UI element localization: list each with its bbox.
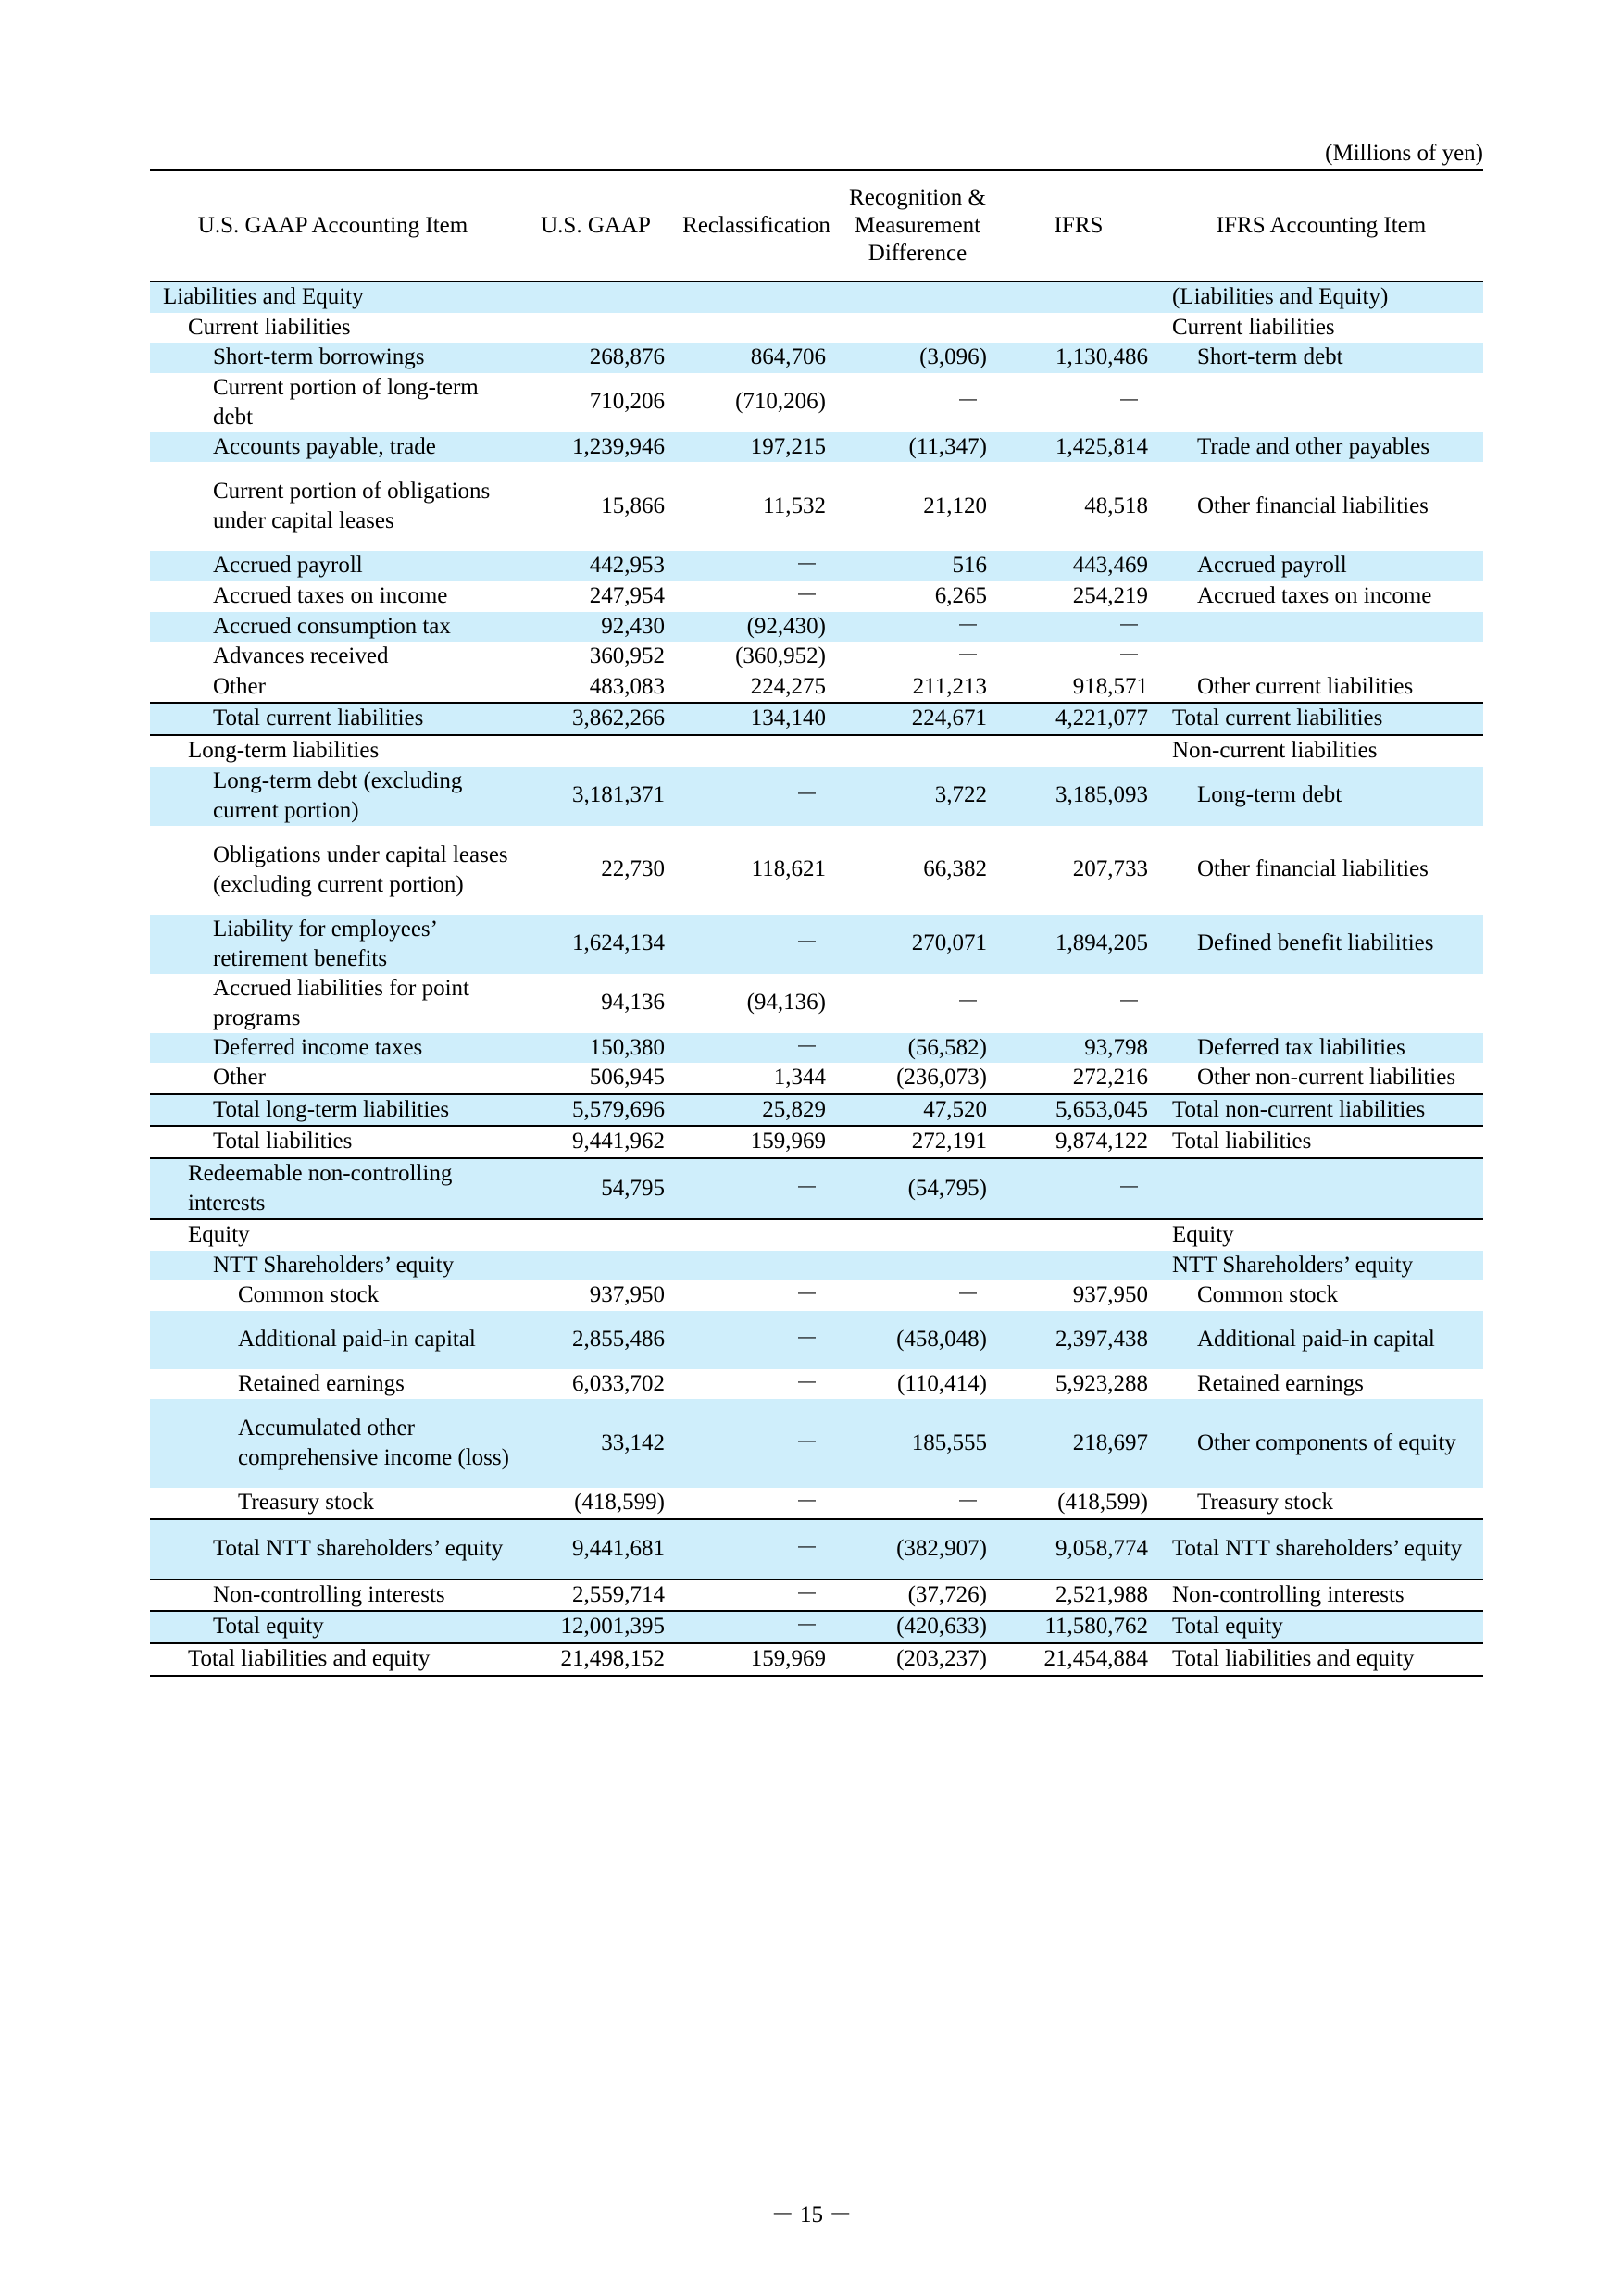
- us-gaap-value: 33,142: [516, 1399, 676, 1488]
- recognition-value: －: [955, 1282, 980, 1308]
- ifrs-item-label: Current liabilities: [1172, 314, 1335, 340]
- ifrs-value: －: [998, 1158, 1159, 1219]
- ifrs-item-label: Equity: [1172, 1221, 1234, 1247]
- us-gaap-item-label: Treasury stock: [150, 1488, 516, 1519]
- reclassification-value: 197,215: [676, 432, 837, 463]
- ifrs-item-label: Trade and other payables: [1159, 432, 1483, 463]
- recognition-value: (11,347): [837, 432, 998, 463]
- us-gaap-item-label: Current portion of long-term debt: [213, 374, 479, 430]
- us-gaap-value: 247,954: [589, 582, 665, 608]
- ifrs-item-label: Total equity: [1159, 1611, 1483, 1643]
- reclassification-value: －: [676, 551, 837, 581]
- reclassification-value: (92,430): [676, 612, 837, 643]
- ifrs-value: －: [1117, 990, 1141, 1016]
- header-ifrs-item: IFRS Accounting Item: [1216, 213, 1427, 238]
- table-header-row: [150, 170, 1483, 281]
- recognition-value: (37,726): [837, 1579, 998, 1612]
- us-gaap-item-label: Current liabilities: [188, 314, 351, 340]
- recognition-value: [837, 281, 998, 313]
- ifrs-item-label: Other current liabilities: [1197, 673, 1414, 699]
- us-gaap-item-label: Total current liabilities: [150, 703, 516, 735]
- us-gaap-item-label: Advances received: [213, 643, 389, 669]
- us-gaap-value: 6,033,702: [572, 1370, 665, 1396]
- us-gaap-value: 22,730: [601, 856, 665, 882]
- table-row: [150, 1033, 1483, 1064]
- ifrs-value: [998, 735, 1159, 767]
- us-gaap-value: [516, 735, 676, 767]
- us-gaap-item-label: Liabilities and Equity: [150, 281, 516, 313]
- us-gaap-value: 3,862,266: [516, 703, 676, 735]
- table-row: [150, 1643, 1483, 1676]
- recognition-value: [837, 313, 998, 343]
- us-gaap-item-label: Current portion of obligations under capital leases: [213, 479, 491, 534]
- us-gaap-value: 54,795: [516, 1158, 676, 1219]
- ifrs-item-label: Additional paid-in capital: [1159, 1311, 1483, 1369]
- us-gaap-item-label: Deferred income taxes: [150, 1033, 516, 1064]
- recognition-value: 516: [837, 551, 998, 581]
- table-row: [150, 1399, 1483, 1488]
- table-row: [150, 1519, 1483, 1579]
- ifrs-item-label: Retained earnings: [1197, 1370, 1364, 1396]
- table-row: [150, 1219, 1483, 1251]
- ifrs-item-label: Total liabilities and equity: [1159, 1643, 1483, 1676]
- us-gaap-value: 15,866: [601, 493, 665, 519]
- us-gaap-item-label: Equity: [188, 1221, 250, 1247]
- ifrs-item-label: [1159, 974, 1483, 1033]
- table-row: [150, 642, 1483, 672]
- ifrs-value: 5,923,288: [1055, 1370, 1148, 1396]
- recognition-value: (54,795): [837, 1158, 998, 1219]
- us-gaap-item-label: Redeemable non-controlling interests: [150, 1158, 516, 1219]
- table-row: [150, 462, 1483, 551]
- ifrs-item-label: Treasury stock: [1159, 1488, 1483, 1519]
- ifrs-value: 4,221,077: [998, 703, 1159, 735]
- us-gaap-item-label: Total long-term liabilities: [150, 1094, 516, 1127]
- table-row: [150, 767, 1483, 826]
- us-gaap-value: 150,380: [516, 1033, 676, 1064]
- ifrs-value: 272,216: [1072, 1065, 1148, 1091]
- recognition-value: －: [955, 389, 980, 415]
- reclassification-value: 11,532: [763, 493, 826, 519]
- reclassification-value: －: [676, 767, 837, 826]
- reclassification-value: (710,206): [735, 389, 826, 415]
- us-gaap-value: 483,083: [589, 673, 665, 699]
- recognition-value: －: [837, 1488, 998, 1519]
- us-gaap-item-label: Accrued liabilities for point programs: [213, 975, 470, 1030]
- recognition-value: 6,265: [934, 582, 987, 608]
- reclassification-value: (360,952): [735, 643, 826, 669]
- table-body: [150, 281, 1483, 1676]
- table-row: [150, 1094, 1483, 1127]
- reclassification-value: [676, 281, 837, 313]
- us-gaap-value: 2,855,486: [516, 1311, 676, 1369]
- ifrs-item-label: Total liabilities: [1159, 1126, 1483, 1158]
- us-gaap-value: 21,498,152: [516, 1643, 676, 1676]
- ifrs-item-label: [1159, 642, 1483, 672]
- us-gaap-value: [516, 1219, 676, 1251]
- ifrs-value: 918,571: [1072, 673, 1148, 699]
- table-row: [150, 1311, 1483, 1369]
- recognition-value: 47,520: [837, 1094, 998, 1127]
- table-row: [150, 612, 1483, 643]
- us-gaap-item-label: Accounts payable, trade: [150, 432, 516, 463]
- reclassification-value: －: [676, 1611, 837, 1643]
- recognition-value: 224,671: [837, 703, 998, 735]
- ifrs-item-label: (Liabilities and Equity): [1159, 281, 1483, 313]
- ifrs-item-label: Accrued payroll: [1159, 551, 1483, 581]
- us-gaap-item-label: Other: [213, 1065, 266, 1091]
- us-gaap-value: [516, 281, 676, 313]
- header-us-gaap-item: U.S. GAAP Accounting Item: [197, 213, 468, 238]
- us-gaap-item-label: Other: [213, 673, 266, 699]
- recognition-value: (56,582): [837, 1033, 998, 1064]
- ifrs-item-label: Short-term debt: [1159, 343, 1483, 373]
- ifrs-value: 254,219: [1072, 582, 1148, 608]
- table-row: [150, 1369, 1483, 1400]
- reclassification-value: －: [676, 1519, 837, 1579]
- ifrs-item-label: Long-term debt: [1159, 767, 1483, 826]
- table-row: [150, 432, 1483, 463]
- table-row: [150, 551, 1483, 581]
- us-gaap-value: 9,441,681: [516, 1519, 676, 1579]
- ifrs-item-label: [1159, 612, 1483, 643]
- recognition-value: (458,048): [837, 1311, 998, 1369]
- us-gaap-item-label: Non-controlling interests: [150, 1579, 516, 1612]
- us-gaap-value: 442,953: [516, 551, 676, 581]
- reclassification-value: －: [676, 1488, 837, 1519]
- table-row: [150, 581, 1483, 612]
- us-gaap-item-label: Accrued payroll: [150, 551, 516, 581]
- table-row: [150, 735, 1483, 767]
- recognition-value: 3,722: [837, 767, 998, 826]
- header-reclassification: Reclassification: [682, 213, 830, 238]
- reclassification-value: 864,706: [676, 343, 837, 373]
- recognition-value: (382,907): [837, 1519, 998, 1579]
- us-gaap-item-label: Total equity: [150, 1611, 516, 1643]
- table-row: [150, 313, 1483, 343]
- recognition-value: 272,191: [837, 1126, 998, 1158]
- table-row: [150, 1158, 1483, 1219]
- ifrs-value: 207,733: [1072, 856, 1148, 882]
- us-gaap-value: 360,952: [589, 643, 665, 669]
- ifrs-value: 2,397,438: [998, 1311, 1159, 1369]
- header-recognition-measurement: Recognition & Measurement Difference: [849, 185, 986, 266]
- reclassification-value: －: [794, 582, 818, 608]
- reclassification-value: －: [676, 1311, 837, 1369]
- us-gaap-item-label: Total liabilities: [150, 1126, 516, 1158]
- ifrs-item-label: Total non-current liabilities: [1159, 1094, 1483, 1127]
- us-gaap-value: 92,430: [516, 612, 676, 643]
- ifrs-value: 937,950: [1072, 1282, 1148, 1308]
- ifrs-value: 443,469: [998, 551, 1159, 581]
- us-gaap-value: 1,624,134: [516, 915, 676, 974]
- us-gaap-item-label: Long-term liabilities: [188, 737, 380, 763]
- us-gaap-value: 937,950: [589, 1282, 665, 1308]
- us-gaap-item-label: NTT Shareholders’ equity: [150, 1251, 516, 1281]
- table-row: [150, 1126, 1483, 1158]
- table-row: [150, 1579, 1483, 1612]
- us-gaap-value: 710,206: [589, 389, 665, 415]
- recognition-value: (203,237): [837, 1643, 998, 1676]
- reclassification-value: (94,136): [746, 990, 826, 1016]
- reconciliation-table: [150, 169, 1483, 1677]
- table-row: [150, 1488, 1483, 1519]
- table-row: [150, 373, 1483, 432]
- ifrs-item-label: Non-controlling interests: [1159, 1579, 1483, 1612]
- us-gaap-item-label: Total NTT shareholders’ equity: [150, 1519, 516, 1579]
- recognition-value: [837, 735, 998, 767]
- reclassification-value: 1,344: [773, 1065, 826, 1091]
- header-ifrs: IFRS: [1054, 213, 1104, 238]
- us-gaap-item-label: Long-term debt (excluding current portion): [150, 767, 516, 826]
- ifrs-value: [998, 281, 1159, 313]
- us-gaap-item-label: Common stock: [238, 1282, 380, 1308]
- ifrs-value: 1,130,486: [998, 343, 1159, 373]
- recognition-value: 185,555: [837, 1399, 998, 1488]
- us-gaap-item-label: Additional paid-in capital: [150, 1311, 516, 1369]
- us-gaap-item-label: Accrued taxes on income: [213, 582, 448, 608]
- us-gaap-item-label: Total liabilities and equity: [150, 1643, 516, 1676]
- reclassification-value: －: [794, 1370, 818, 1396]
- ifrs-value: 218,697: [998, 1399, 1159, 1488]
- ifrs-item-label: Other non-current liabilities: [1197, 1065, 1456, 1091]
- table-row: [150, 343, 1483, 373]
- ifrs-value: 2,521,988: [998, 1579, 1159, 1612]
- ifrs-item-label: Total current liabilities: [1159, 703, 1483, 735]
- reclassification-value: 159,969: [676, 1126, 837, 1158]
- reclassification-value: －: [676, 1158, 837, 1219]
- reclassification-value: －: [676, 1399, 837, 1488]
- recognition-value: 211,213: [912, 673, 987, 699]
- us-gaap-value: 9,441,962: [516, 1126, 676, 1158]
- ifrs-item-label: Other components of equity: [1159, 1399, 1483, 1488]
- us-gaap-item-label: Retained earnings: [238, 1370, 405, 1396]
- table-row: [150, 672, 1483, 704]
- ifrs-value: －: [1117, 389, 1141, 415]
- ifrs-item-label: NTT Shareholders’ equity: [1159, 1251, 1483, 1281]
- reclassification-value: [676, 1219, 837, 1251]
- recognition-value: －: [955, 990, 980, 1016]
- us-gaap-item-label: Obligations under capital leases (excluding current portion): [213, 842, 508, 897]
- us-gaap-value: [516, 313, 676, 343]
- ifrs-item-label: Defined benefit liabilities: [1159, 915, 1483, 974]
- us-gaap-value: 1,239,946: [516, 432, 676, 463]
- table-row: [150, 281, 1483, 313]
- recognition-value: 21,120: [923, 493, 987, 519]
- recognition-value: [837, 1219, 998, 1251]
- us-gaap-item-label: Accumulated other comprehensive income (loss): [150, 1399, 516, 1488]
- ifrs-value: 3,185,093: [998, 767, 1159, 826]
- table-row: [150, 1611, 1483, 1643]
- recognition-value: －: [955, 643, 980, 669]
- ifrs-value: [998, 1219, 1159, 1251]
- recognition-value: 270,071: [837, 915, 998, 974]
- ifrs-item-label: Other financial liabilities: [1197, 856, 1429, 882]
- us-gaap-value: 94,136: [601, 990, 665, 1016]
- ifrs-value: －: [1117, 643, 1141, 669]
- ifrs-value: [998, 1251, 1159, 1281]
- reclassification-value: 25,829: [676, 1094, 837, 1127]
- reclassification-value: －: [676, 915, 837, 974]
- reclassification-value: －: [676, 1579, 837, 1612]
- recognition-value: －: [837, 612, 998, 643]
- recognition-value: (236,073): [896, 1065, 987, 1091]
- table-row: [150, 1063, 1483, 1094]
- ifrs-value: 1,425,814: [998, 432, 1159, 463]
- us-gaap-value: 5,579,696: [516, 1094, 676, 1127]
- page-number: － 15 －: [770, 2202, 853, 2227]
- ifrs-item-label: Accrued taxes on income: [1197, 582, 1432, 608]
- reclassification-value: [676, 1251, 837, 1281]
- reclassification-value: [676, 313, 837, 343]
- ifrs-item-label: Total NTT shareholders’ equity: [1159, 1519, 1483, 1579]
- ifrs-value: [998, 313, 1159, 343]
- us-gaap-value: 3,181,371: [516, 767, 676, 826]
- recognition-value: [837, 1251, 998, 1281]
- ifrs-value: 9,058,774: [998, 1519, 1159, 1579]
- ifrs-value: 11,580,762: [998, 1611, 1159, 1643]
- us-gaap-value: [516, 1251, 676, 1281]
- us-gaap-item-label: Liability for employees’ retirement benefits: [150, 915, 516, 974]
- ifrs-item-label: Other financial liabilities: [1197, 493, 1429, 519]
- ifrs-value: 93,798: [998, 1033, 1159, 1064]
- table-row: [150, 703, 1483, 735]
- unit-note: (Millions of yen): [1325, 141, 1483, 166]
- ifrs-value: 5,653,045: [998, 1094, 1159, 1127]
- reclassification-value: 159,969: [676, 1643, 837, 1676]
- ifrs-item-label: Non-current liabilities: [1172, 737, 1378, 763]
- ifrs-item-label: [1159, 373, 1483, 432]
- ifrs-value: 1,894,205: [998, 915, 1159, 974]
- us-gaap-value: 268,876: [516, 343, 676, 373]
- reclassification-value: 134,140: [676, 703, 837, 735]
- us-gaap-value: 12,001,395: [516, 1611, 676, 1643]
- ifrs-item-label: Deferred tax liabilities: [1159, 1033, 1483, 1064]
- recognition-value: 66,382: [923, 856, 987, 882]
- recognition-value: (3,096): [837, 343, 998, 373]
- reclassification-value: 118,621: [751, 856, 826, 882]
- header-us-gaap: U.S. GAAP: [541, 213, 651, 238]
- ifrs-value: 9,874,122: [998, 1126, 1159, 1158]
- table-row: [150, 826, 1483, 915]
- reclassification-value: －: [794, 1282, 818, 1308]
- ifrs-value: 48,518: [1084, 493, 1148, 519]
- ifrs-value: (418,599): [998, 1488, 1159, 1519]
- table-row: [150, 974, 1483, 1033]
- reclassification-value: 224,275: [750, 673, 826, 699]
- ifrs-item-label: [1159, 1158, 1483, 1219]
- ifrs-value: －: [998, 612, 1159, 643]
- ifrs-item-label: Common stock: [1197, 1282, 1339, 1308]
- recognition-value: (110,414): [897, 1370, 987, 1396]
- recognition-value: (420,633): [837, 1611, 998, 1643]
- reclassification-value: [676, 735, 837, 767]
- us-gaap-item-label: Accrued consumption tax: [150, 612, 516, 643]
- reclassification-value: －: [676, 1033, 837, 1064]
- ifrs-value: 21,454,884: [998, 1643, 1159, 1676]
- us-gaap-item-label: Short-term borrowings: [150, 343, 516, 373]
- table-row: [150, 1280, 1483, 1311]
- us-gaap-value: 506,945: [589, 1065, 665, 1091]
- us-gaap-value: 2,559,714: [516, 1579, 676, 1612]
- table-row: [150, 1251, 1483, 1281]
- us-gaap-value: (418,599): [516, 1488, 676, 1519]
- table-row: [150, 915, 1483, 974]
